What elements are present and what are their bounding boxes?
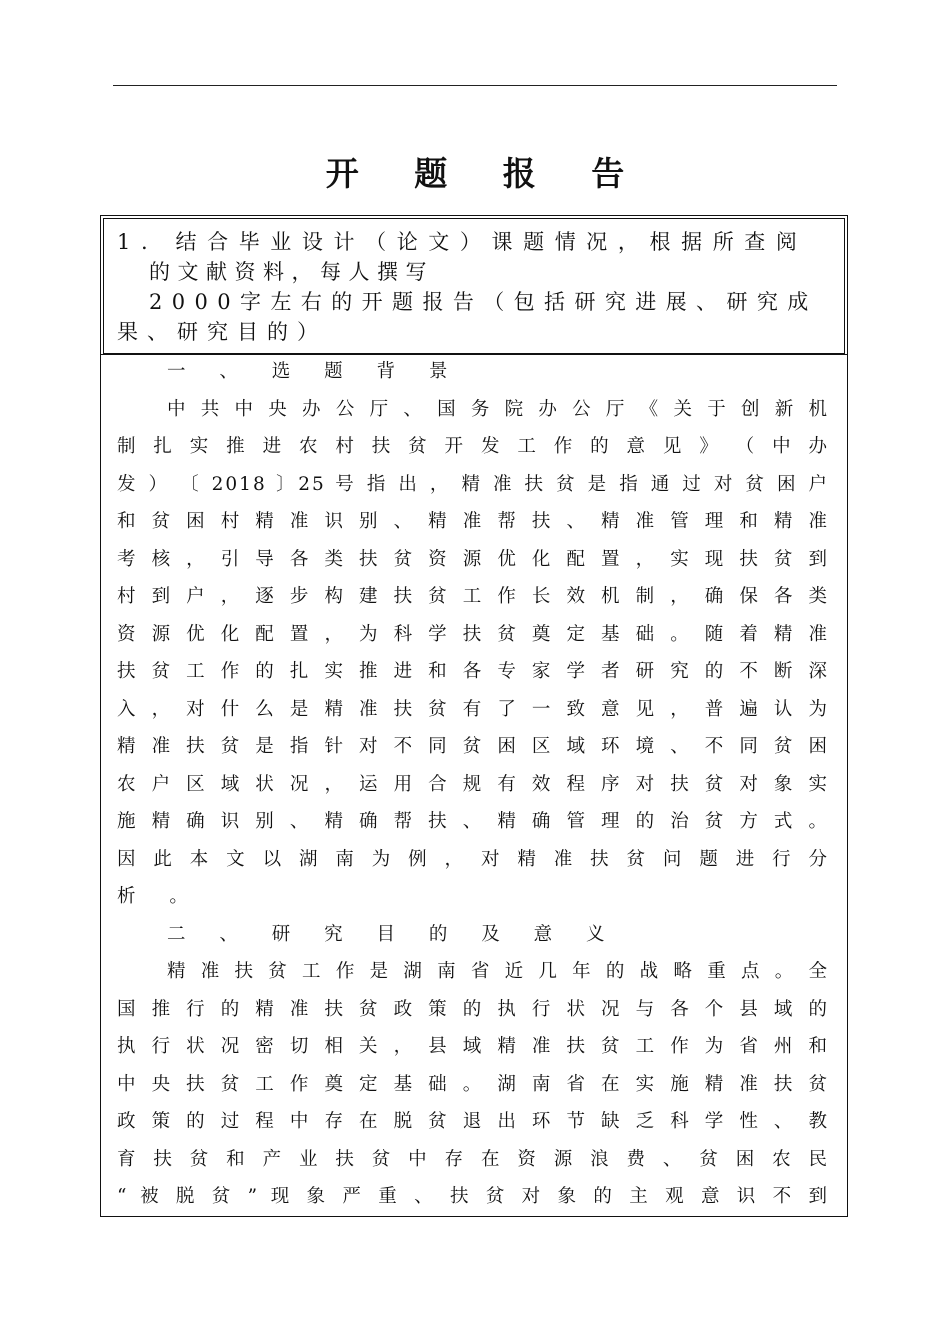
header-line-3: 2000字左右的开题报告（包括研究进展、研究成 bbox=[149, 290, 818, 314]
paragraph-line: 村 到 户 ， 逐 步 构 建 扶 贫 工 作 长 效 机 制 ， 确 保 各 类 bbox=[117, 586, 829, 607]
paragraph-line: 执 行 状 况 密 切 相 关 ， 县 域 精 准 扶 贫 工 作 为 省 州 和 bbox=[117, 1036, 829, 1057]
paragraph-line: 和 贫 困 村 精 准 识 别 、 精 准 帮 扶 、 精 准 管 理 和 精 准 bbox=[117, 511, 829, 532]
paragraph-line: 精 准 扶 贫 是 指 针 对 不 同 贫 困 区 域 环 境 、 不 同 贫 困 bbox=[117, 736, 829, 757]
paragraph-line: 中 央 扶 贫 工 作 奠 定 基 础 。 湖 南 省 在 实 施 精 准 扶 贫 bbox=[117, 1073, 829, 1095]
paragraph-line: 扶 贫 工 作 的 扎 实 推 进 和 各 专 家 学 者 研 究 的 不 断 深 bbox=[117, 661, 829, 682]
paragraph-line: 中 共 中 央 办 公 厅 、 国 务 院 办 公 厅 《 关 于 创 新 机 bbox=[167, 398, 829, 420]
report-body bbox=[117, 353, 829, 1216]
paragraph-line: 育 扶 贫 和 产 业 扶 贫 中 存 在 资 源 浪 费 、 贫 困 农 民 bbox=[117, 1148, 829, 1170]
section-heading: 一 、 选 题 背 景 bbox=[167, 361, 462, 382]
paragraph-line: 国 推 行 的 精 准 扶 贫 政 策 的 执 行 状 况 与 各 个 县 域 的 bbox=[117, 998, 829, 1020]
page-title: 开 题 报 告 bbox=[325, 154, 647, 193]
paragraph-line: 入 ， 对 什 么 是 精 准 扶 贫 有 了 一 致 意 见 ， 普 遍 认 为 bbox=[117, 698, 829, 720]
paragraph-line: 制 扎 实 推 进 农 村 扶 贫 开 发 工 作 的 意 见 》 （ 中 办 bbox=[117, 436, 829, 457]
paragraph-line: 农 户 区 域 状 况 ， 运 用 合 规 有 效 程 序 对 扶 贫 对 象 实 bbox=[117, 773, 829, 795]
header-line-2: 的文献资料，每人撰写 bbox=[149, 260, 434, 284]
paragraph-line: 析 。 bbox=[117, 886, 202, 907]
paragraph-line: 考 核 ， 引 导 各 类 扶 贫 资 源 优 化 配 置 ， 实 现 扶 贫 到 bbox=[117, 548, 829, 570]
paragraph-line: 施 精 确 识 别 、 精 确 帮 扶 、 精 确 管 理 的 治 贫 方 式 。 bbox=[117, 811, 829, 832]
paragraph-line: 政 策 的 过 程 中 存 在 脱 贫 退 出 环 节 缺 乏 科 学 性 、 教 bbox=[117, 1111, 829, 1132]
paragraph-line: 发 ） 〔 2018 〕25 号 指 出 ， 精 准 扶 贫 是 指 通 过 对 贫 困 户 bbox=[117, 473, 829, 495]
header-line-4: 果、研究目的） bbox=[117, 320, 327, 344]
top-rule bbox=[113, 85, 837, 86]
paragraph-line: 资 源 优 化 配 置 ， 为 科 学 扶 贫 奠 定 基 础 。 随 着 精 准 bbox=[117, 623, 829, 645]
paragraph-line: 因 此 本 文 以 湖 南 为 例 ， 对 精 准 扶 贫 问 题 进 行 分 bbox=[117, 848, 829, 870]
paragraph-line: “ 被 脱 贫 ” 现 象 严 重 、 扶 贫 对 象 的 主 观 意 识 不 到 bbox=[117, 1186, 829, 1207]
section-heading: 二 、 研 究 目 的 及 意 义 bbox=[167, 923, 619, 945]
paragraph-line: 精 准 扶 贫 工 作 是 湖 南 省 近 几 年 的 战 略 重 点 。 全 bbox=[167, 961, 829, 982]
header-cell bbox=[104, 227, 842, 355]
header-line-1: 1. 结合毕业设计（论文）课题情况，根据所查阅 bbox=[117, 230, 808, 254]
